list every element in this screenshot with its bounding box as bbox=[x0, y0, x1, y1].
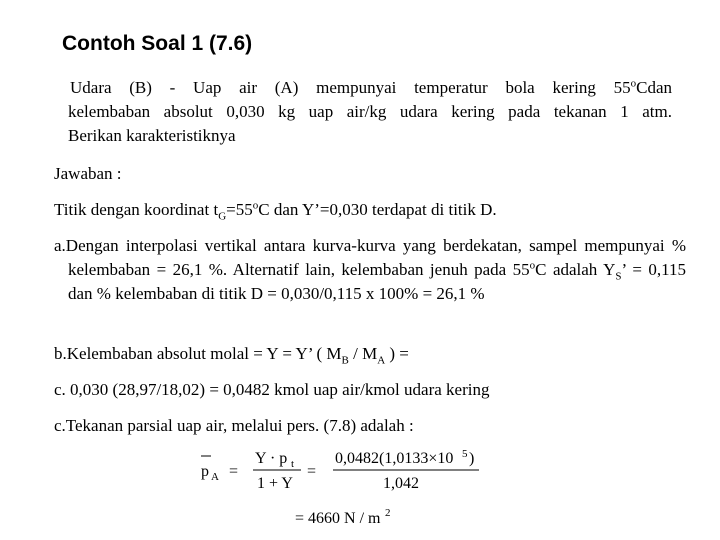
frac2-numerator: 0,0482(1,0133×10 bbox=[335, 450, 454, 467]
answer-item-c1: c. 0,030 (28,97/18,02) = 0,0482 kmol uap air/kmol udara kering bbox=[54, 380, 490, 399]
eq-result: = 4660 N / m bbox=[295, 510, 381, 527]
frac1-denominator: 1 + Y bbox=[257, 475, 293, 492]
slide-title: Contoh Soal 1 (7.6) bbox=[62, 32, 253, 55]
eq-equals-2: = bbox=[307, 463, 317, 480]
eq-lhs: p bbox=[201, 463, 209, 480]
eq-result-sup: 2 bbox=[385, 507, 391, 519]
frac2-numerator-sup: 5 bbox=[462, 448, 468, 460]
problem-line-2: kelembaban absolut 0,030 kg uap air/kg udara kering pada tekanan 1 atm. bbox=[68, 102, 672, 121]
frac1-numerator: Y · p bbox=[255, 450, 288, 467]
answer-label: Jawaban : bbox=[54, 164, 122, 183]
eq-lhs-sub: A bbox=[211, 471, 219, 483]
frac1-numerator-sub: t bbox=[291, 458, 295, 470]
answer-item-c2: c.Tekanan parsial uap air, melalui pers. (7.8) adalah : bbox=[54, 416, 414, 435]
point-coordinates-line: Titik dengan koordinat $t_G=55^oC$ dan Y’=0,030 terdapat di titik D. bbox=[54, 199, 497, 223]
partial-pressure-equation bbox=[195, 448, 515, 538]
frac2-denominator: 1,042 bbox=[383, 475, 419, 492]
answer-item-a: a.Dengan interpolasi vertikal antara kurva-kurva yang berdekatan, sampel mempunyai % kelembaban = 26,1 %. Alternatif lain, kelembaban jenuh pada 55$^o$C adalah $Y_S$’ = 0,115 dan % kelembaban di titik D = 0,030/0,115 x 100% = 26,1 % bbox=[54, 236, 686, 303]
problem-line-3: Berikan karakteristiknya bbox=[68, 126, 236, 145]
eq-equals-1: = bbox=[229, 463, 239, 480]
frac2-numerator-end: ) bbox=[469, 450, 475, 467]
problem-statement bbox=[68, 76, 672, 148]
problem-line-1: Udara (B) - Uap air (A) mempunyai temperatur bola kering 55$^o$Cdan bbox=[70, 77, 672, 97]
answer-item-b: b.Kelembaban absolut molal = Y = Y’ ( $M_B / M_A$ ) = bbox=[54, 344, 409, 367]
